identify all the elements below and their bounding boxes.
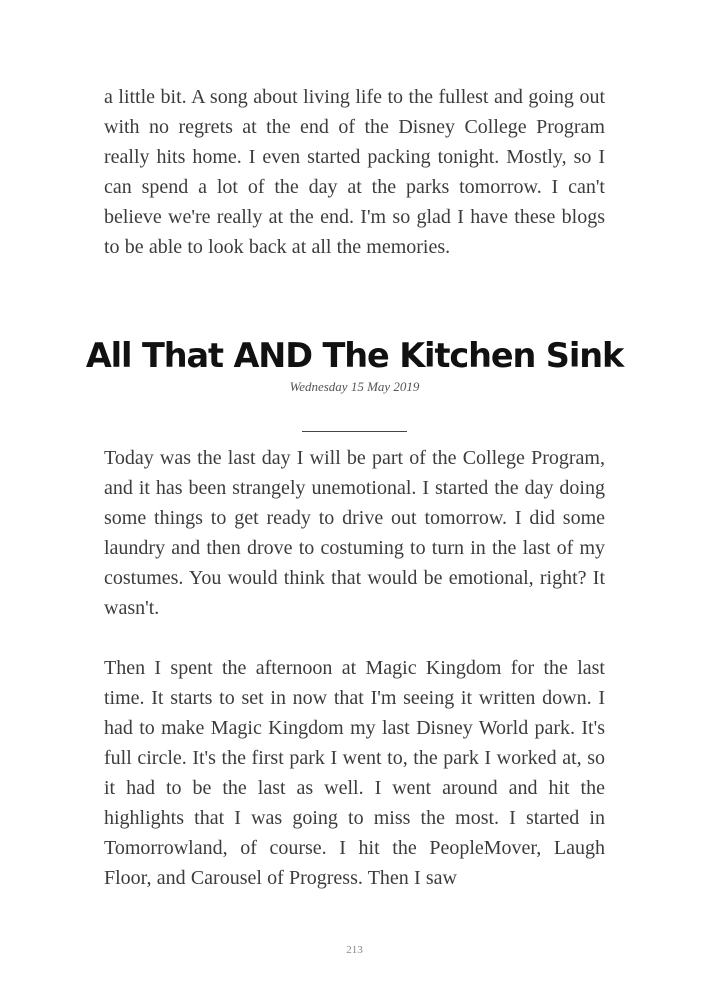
post-date: Wednesday 15 May 2019 [289, 379, 420, 394]
body-paragraph: Today was the last day I will be part of the College Program, and it has been strangely unemotional. I started the day doing some things to get ready to drive out tomorrow. I did some laundry and then drove to costuming to turn in the last of my costumes. You would think that would be emotional, right? It wasn't. [104, 447, 605, 619]
intro-paragraph: a little bit. A song about living life to the fullest and going out with no regrets at the end of the Disney College Program really hits home. I even started packing tonight. Mostly, so I can spend a lot of the day at the parks tomorrow. I can't believe we're really at the end. I'm so glad I have these blogs to be able to look back at all the memories. [104, 86, 605, 258]
title-divider [302, 431, 407, 432]
post-title: All That AND The Kitchen Sink [85, 336, 624, 375]
body-paragraph: Then I spent the afternoon at Magic Kingdom for the last time. It starts to set in now that I'm seeing it written down. I had to make Magic Kingdom my last Disney World park. It's full circle. It's the first park I went to, the park I worked at, so it had to be the last as well. I went around and hit the highlights that I was going to miss the most. I started in Tomorrowland, of course. I hit the PeopleMover, Laugh Floor, and Carousel of Progress. Then I saw [104, 657, 605, 889]
page-number: 213 [346, 944, 363, 956]
